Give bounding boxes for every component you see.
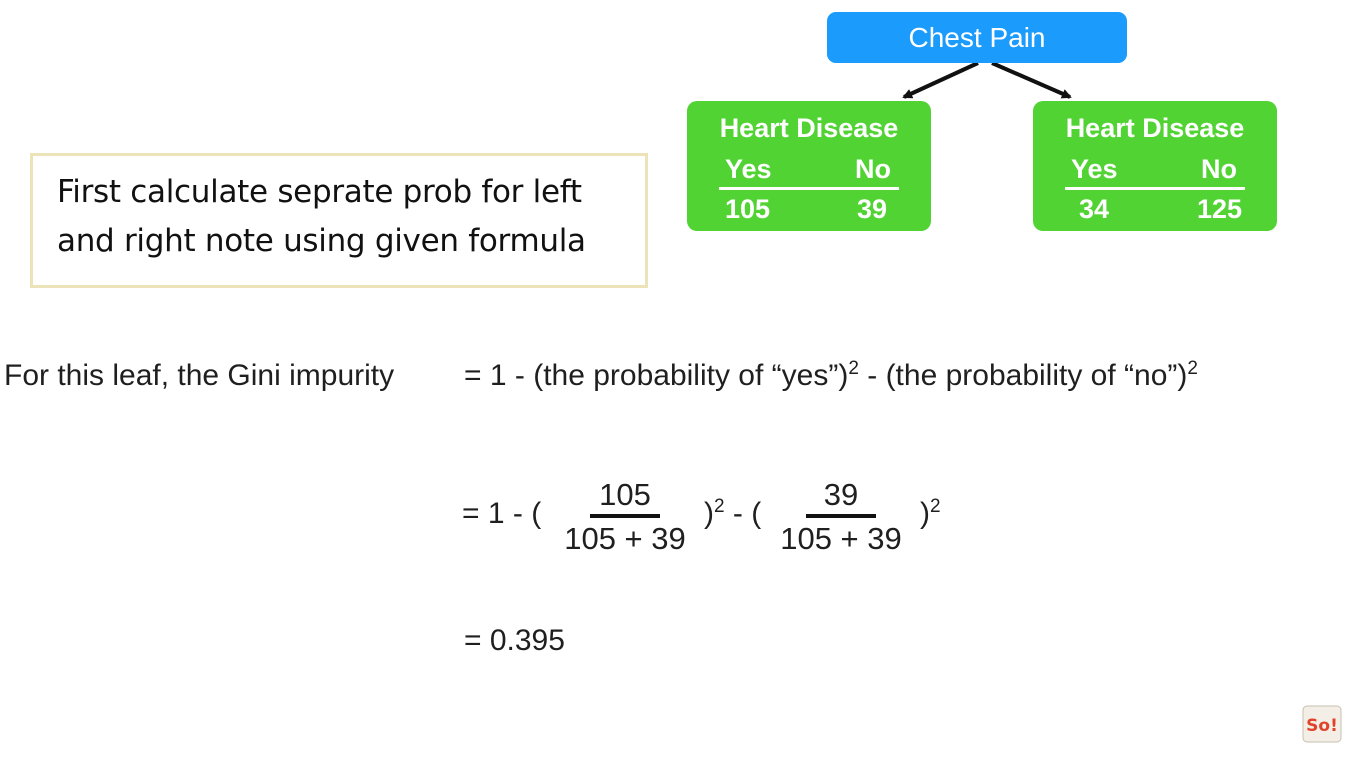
note-text [57,168,637,266]
leaf-left-no-value: 39 [857,194,888,224]
leaf-node-left [687,101,931,231]
exponent-no: 2 [1187,358,1198,379]
arrow-right [992,63,1070,97]
calc-exponent-1: 2 [714,496,725,517]
gini-def-part1: = 1 - (the probability of “yes”) [464,359,849,392]
fraction-no [774,478,908,556]
leaf-left-title: Heart Disease [719,113,899,143]
leaf-right-yes-label: Yes [1071,154,1118,184]
leaf-node-right [1033,101,1277,231]
fraction-no-numerator: 39 [823,477,859,512]
gini-definition-equation [464,356,1198,396]
calc-mid: - ( [724,497,762,530]
note-line-1: First calculate seprate prob for left [57,174,582,210]
fraction-yes-bar [590,514,660,518]
calc-exponent-2: 2 [930,496,941,517]
fraction-no-bar [806,514,876,518]
leaf-left-no-label: No [855,154,891,184]
arrow-left [904,63,978,97]
leaf-right-title: Heart Disease [1065,113,1245,143]
gini-lead-text: For this leaf, the Gini impurity [4,359,395,392]
gini-calculation [462,478,982,558]
leaf-left-yes-label: Yes [725,154,772,184]
gini-def-part2: - (the probability of “no”) [858,359,1188,392]
leaf-right-no-label: No [1201,154,1237,184]
fraction-no-denominator: 105 + 39 [780,521,902,556]
root-node-chest-pain: Chest Pain [827,12,1127,63]
calc-prefix: = 1 - ( [462,497,542,530]
calc-close-1: ) [704,497,714,530]
note-box [30,153,648,288]
fraction-yes [558,478,692,556]
leaf-right-yes-value: 34 [1079,194,1110,224]
calc-middle [704,494,761,534]
fraction-yes-denominator: 105 + 39 [564,521,686,556]
gini-result: = 0.395 [464,624,565,657]
gini-definition [4,356,1198,396]
leaf-left-yes-value: 105 [725,194,771,224]
fraction-yes-numerator: 105 [599,477,651,512]
channel-logo [1302,705,1342,743]
leaf-right-no-value: 125 [1197,194,1243,224]
calc-tail [920,494,941,534]
exponent-yes: 2 [848,358,859,379]
note-line-2: and right note using given formula [57,223,586,259]
calc-close-2: ) [920,497,930,530]
leaf-right-divider [1065,187,1245,190]
leaf-left-divider [719,187,899,190]
logo-text: So! [1306,716,1338,736]
